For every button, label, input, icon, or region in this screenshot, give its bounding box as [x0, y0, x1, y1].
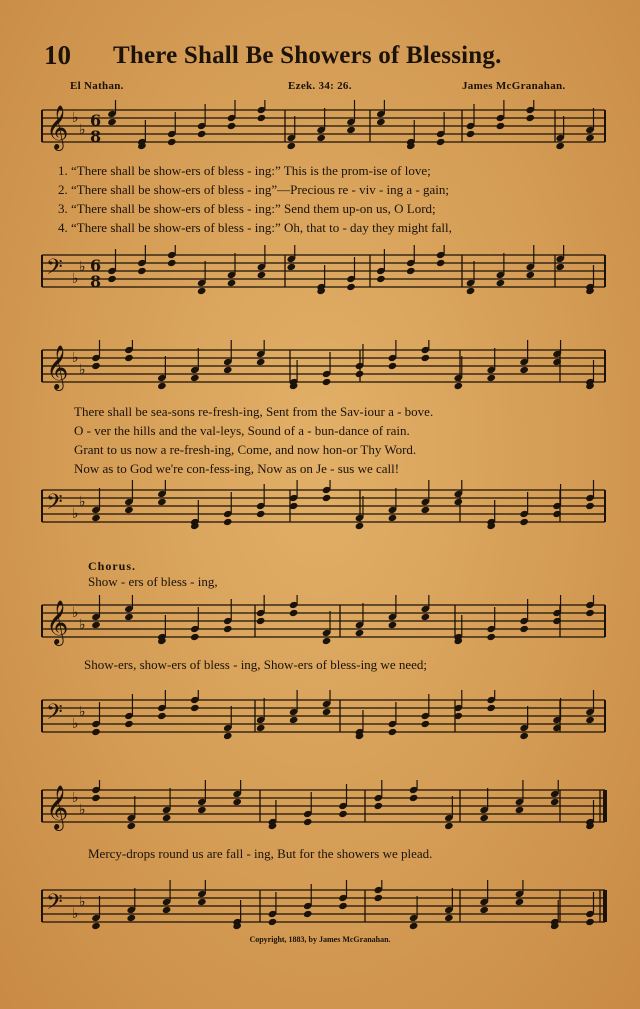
note-head: [388, 488, 398, 522]
note-head: [107, 249, 117, 283]
note-head: [436, 245, 446, 267]
note-head: [286, 116, 296, 150]
svg-text:𝄞: 𝄞: [46, 600, 69, 644]
note-head: [585, 480, 595, 510]
note-head: [550, 900, 560, 930]
note-head: [355, 710, 365, 740]
note-head: [197, 880, 207, 906]
note-head: [91, 488, 101, 522]
svg-text:♭: ♭: [79, 704, 86, 720]
svg-text:♭: ♭: [79, 122, 86, 138]
note-head: [190, 607, 200, 641]
note-head: [197, 104, 207, 138]
note-head: [322, 611, 332, 645]
note-head: [552, 484, 562, 518]
note-head: [157, 356, 167, 390]
chorus-line-2: Mercy-drops round us are fall - ing, But for the showers we plead.: [88, 846, 433, 861]
system-3-bass-staff: [0, 690, 640, 750]
note-head: [107, 100, 117, 126]
svg-text:𝄞: 𝄞: [46, 785, 69, 829]
note-head: [157, 480, 167, 506]
verse-1-line-2: There shall be sea-sons re-fresh-ing, Sent from the Sav-iour a - bove.: [74, 404, 434, 419]
note-head: [197, 780, 207, 814]
verse-4-line-2: Now as to God we're con-fess-ing, Now as on Je - sus we call!: [74, 461, 400, 476]
note-head: [479, 788, 489, 822]
system-3-treble-staff: [0, 595, 640, 655]
note-head: [374, 880, 384, 902]
note-head: [338, 880, 348, 910]
note-head: [91, 780, 101, 802]
svg-text:♭: ♭: [79, 617, 86, 633]
note-head: [223, 340, 233, 374]
note-head: [346, 257, 356, 291]
note-head: [496, 253, 506, 287]
note-head: [555, 116, 565, 150]
verse-1-line: 1. “There shall be show-ers of bless - ing:” This is the prom-ise of love;: [58, 163, 431, 178]
note-head: [256, 698, 266, 732]
note-head: [303, 884, 313, 918]
note-head: [227, 253, 237, 287]
note-head: [409, 896, 419, 930]
chorus-line-1: Show-ers, show-ers of bless - ing, Show-ers of bless-ing we need;: [84, 657, 427, 672]
system-1-bass-staff: [0, 245, 640, 305]
note-head: [322, 690, 332, 716]
note-head: [256, 484, 266, 518]
note-head: [286, 245, 296, 271]
note-head: [232, 900, 242, 930]
note-head: [346, 100, 356, 134]
note-head: [190, 500, 200, 530]
note-head: [519, 340, 529, 374]
note-head: [137, 245, 147, 275]
note-head: [124, 340, 134, 362]
lyricist: El Nathan.: [70, 80, 124, 92]
note-head: [525, 100, 535, 122]
svg-text:♭: ♭: [72, 716, 79, 732]
note-head: [436, 112, 446, 146]
composer: James McGranahan.: [462, 80, 566, 92]
note-head: [519, 599, 529, 633]
svg-text:6: 6: [90, 111, 102, 130]
system-4-bass-staff: [0, 880, 640, 940]
note-head: [466, 261, 476, 295]
note-head: [162, 880, 172, 914]
system-1-treble-staff: [0, 100, 640, 160]
svg-text:♭: ♭: [72, 271, 79, 287]
note-head: [486, 500, 496, 530]
note-head: [585, 690, 595, 724]
chorus-echo-line: Show - ers of bless - ing,: [88, 574, 218, 589]
note-head: [585, 360, 595, 390]
note-head: [289, 690, 299, 724]
note-head: [486, 690, 496, 712]
note-head: [223, 706, 233, 740]
svg-text:♭: ♭: [79, 494, 86, 510]
svg-text:6: 6: [90, 256, 102, 275]
svg-text:𝄞: 𝄞: [46, 345, 69, 389]
copyright-notice: Copyright, 1883, by James McGranahan.: [249, 935, 391, 944]
note-head: [585, 265, 595, 295]
hymn-title: There Shall Be Showers of Blessing.: [113, 42, 502, 69]
note-head: [409, 780, 419, 802]
note-head: [406, 245, 416, 275]
svg-text:♭: ♭: [72, 110, 79, 126]
note-head: [316, 108, 326, 142]
svg-text:8: 8: [90, 127, 102, 146]
note-head: [421, 480, 431, 514]
note-head: [322, 352, 332, 386]
svg-text:𝄢: 𝄢: [46, 700, 63, 730]
note-head: [552, 698, 562, 732]
svg-text:♭: ♭: [72, 906, 79, 922]
note-head: [190, 348, 200, 382]
svg-text:♭: ♭: [72, 506, 79, 522]
note-head: [496, 100, 506, 130]
note-head: [137, 120, 147, 150]
svg-text:8: 8: [90, 272, 102, 291]
note-head: [444, 796, 454, 830]
note-head: [388, 595, 398, 629]
note-head: [486, 348, 496, 382]
note-head: [376, 100, 386, 126]
note-head: [355, 603, 365, 637]
note-head: [227, 100, 237, 130]
hymn-number: 10: [44, 40, 71, 70]
svg-text:𝄞: 𝄞: [46, 105, 69, 149]
note-head: [316, 265, 326, 295]
note-head: [322, 480, 332, 502]
svg-text:♭: ♭: [79, 259, 86, 275]
note-head: [519, 492, 529, 526]
note-head: [124, 694, 134, 728]
note-head: [555, 245, 565, 271]
svg-text:♭: ♭: [79, 894, 86, 910]
note-head: [515, 880, 525, 906]
note-head: [585, 595, 595, 617]
note-head: [376, 249, 386, 283]
note-head: [421, 595, 431, 621]
note-head: [585, 800, 595, 830]
verse-2-line: 2. “There shall be show-ers of bless - ing”—Precious re - viv - ing a - gain;: [58, 182, 449, 197]
note-head: [515, 780, 525, 814]
verse-3-line: 3. “There shall be show-ers of bless - ing:” Send them up-on us, O Lord;: [58, 201, 436, 216]
note-head: [157, 690, 167, 720]
note-head: [190, 690, 200, 712]
note-head: [91, 702, 101, 736]
note-head: [162, 788, 172, 822]
note-head: [268, 892, 278, 926]
note-head: [585, 892, 595, 926]
note-head: [197, 261, 207, 295]
note-head: [519, 706, 529, 740]
verse-2-line-2: O - ver the hills and the val-leys, Sound of a - bun-dance of rain.: [74, 423, 410, 438]
note-head: [268, 800, 278, 830]
note-head: [585, 108, 595, 142]
chorus-label: Chorus.: [88, 559, 137, 573]
system-4-treble-staff: [0, 780, 640, 840]
svg-text:𝄢: 𝄢: [46, 490, 63, 520]
note-head: [525, 245, 535, 279]
note-head: [388, 702, 398, 736]
note-head: [453, 356, 463, 390]
note-head: [374, 780, 384, 810]
note-head: [127, 796, 137, 830]
note-head: [167, 245, 177, 267]
svg-text:♭: ♭: [79, 362, 86, 378]
note-head: [232, 780, 242, 806]
note-head: [91, 896, 101, 930]
svg-text:♭: ♭: [72, 350, 79, 366]
note-head: [486, 607, 496, 641]
note-head: [552, 340, 562, 366]
system-2-treble-staff: [0, 340, 640, 400]
note-head: [406, 120, 416, 150]
note-head: [479, 880, 489, 914]
note-head: [223, 599, 233, 633]
scripture-reference: Ezek. 34: 26.: [288, 80, 352, 92]
note-head: [91, 340, 101, 370]
note-head: [388, 340, 398, 370]
note-head: [338, 784, 348, 818]
verse-3-line-2: Grant to us now a re-fresh-ing, Come, and now hon-or Thy Word.: [74, 442, 417, 457]
note-head: [167, 112, 177, 146]
note-head: [444, 888, 454, 922]
note-head: [421, 694, 431, 728]
system-2-bass-staff: [0, 480, 640, 540]
note-head: [257, 100, 267, 122]
note-head: [453, 480, 463, 506]
verse-4-line: 4. “There shall be show-ers of bless - ing:” Oh, that to - day they might fall,: [58, 220, 452, 235]
note-head: [91, 595, 101, 629]
note-head: [303, 792, 313, 826]
svg-text:♭: ♭: [79, 802, 86, 818]
note-head: [256, 595, 266, 625]
note-head: [256, 340, 266, 366]
note-head: [124, 595, 134, 621]
note-head: [289, 595, 299, 617]
note-head: [257, 245, 267, 279]
note-head: [421, 340, 431, 362]
note-head: [552, 595, 562, 625]
svg-text:𝄢: 𝄢: [46, 255, 63, 285]
svg-text:𝄢: 𝄢: [46, 890, 63, 920]
note-head: [124, 480, 134, 514]
note-head: [466, 104, 476, 138]
svg-text:♭: ♭: [72, 605, 79, 621]
note-head: [550, 780, 560, 806]
svg-text:♭: ♭: [72, 790, 79, 806]
note-head: [157, 615, 167, 645]
note-head: [223, 492, 233, 526]
note-head: [127, 888, 137, 922]
